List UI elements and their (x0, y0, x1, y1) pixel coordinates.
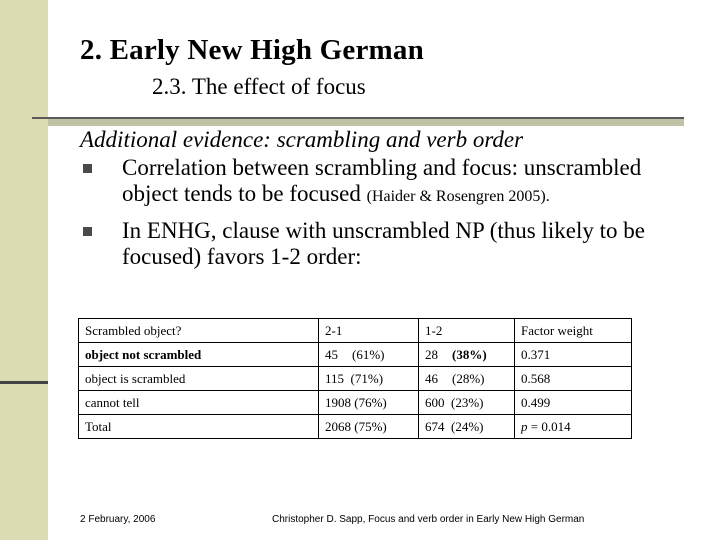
bullet-item (80, 155, 690, 210)
row-label: cannot tell (79, 391, 319, 415)
count: 45 (325, 346, 338, 362)
cell-1-2 (419, 391, 515, 415)
bullet-item (80, 218, 690, 270)
count: 28 (425, 346, 438, 362)
cell-2-1 (319, 367, 419, 391)
square-bullet-icon (83, 227, 92, 236)
lead-line: Additional evidence: scrambling and verb order (80, 127, 524, 152)
percent: (61%) (352, 346, 385, 362)
p-value: = 0.014 (527, 418, 571, 434)
table-row (79, 343, 632, 367)
percent: (75%) (354, 418, 387, 434)
sidebar-accent-line (0, 381, 48, 384)
count: 46 (425, 370, 438, 386)
percent: (23%) (451, 394, 484, 410)
bullet-text: In ENHG, clause with unscrambled NP (thus likely to be focused) favors 1-2 order: (122, 218, 645, 269)
cell-1-2 (419, 367, 515, 391)
slide-subtitle: 2.3. The effect of focus (152, 74, 366, 99)
slide-content (80, 127, 690, 270)
header-cell: 1-2 (419, 319, 515, 343)
cell-weight: 0.499 (515, 391, 632, 415)
bullet-citation: (Haider & Rosengren 2005). (366, 188, 550, 205)
cell-1-2 (419, 343, 515, 367)
cell-2-1 (319, 415, 419, 439)
table-row (79, 391, 632, 415)
cell-1-2 (419, 415, 515, 439)
count: 674 (425, 418, 445, 434)
cell-weight: 0.371 (515, 343, 632, 367)
p-symbol: p (521, 418, 528, 434)
row-label: Total (79, 415, 319, 439)
percent: (24%) (451, 418, 484, 434)
bullet-text: Correlation between scrambling and focus: unscrambled object tends to be focused (122, 155, 642, 206)
footer-date: 2 February, 2006 (80, 514, 156, 525)
row-label: object not scrambled (79, 343, 319, 367)
cell-weight (515, 415, 632, 439)
header-cell: Scrambled object? (79, 319, 319, 343)
cell-weight: 0.568 (515, 367, 632, 391)
title-rule-shadow (48, 119, 684, 126)
footer-credit: Christopher D. Sapp, Focus and verb order in Early New High German (272, 514, 585, 525)
cell-2-1 (319, 391, 419, 415)
percent: (28%) (452, 370, 485, 386)
slide-title: 2. Early New High German (80, 34, 424, 66)
header-cell: 2-1 (319, 319, 419, 343)
percent: (71%) (350, 370, 384, 386)
percent: (38%) (452, 346, 487, 362)
count: 115 (325, 370, 345, 386)
left-sidebar-bar (0, 0, 48, 540)
table-row (79, 415, 632, 439)
table-row (79, 367, 632, 391)
header-cell: Factor weight (515, 319, 632, 343)
cell-2-1 (319, 343, 419, 367)
row-label: object is scrambled (79, 367, 319, 391)
results-table (78, 318, 632, 439)
count: 600 (425, 394, 445, 410)
square-bullet-icon (83, 164, 92, 173)
count: 2068 (325, 418, 351, 434)
percent: (76%) (354, 394, 387, 410)
table-header-row (79, 319, 632, 343)
count: 1908 (325, 394, 351, 410)
